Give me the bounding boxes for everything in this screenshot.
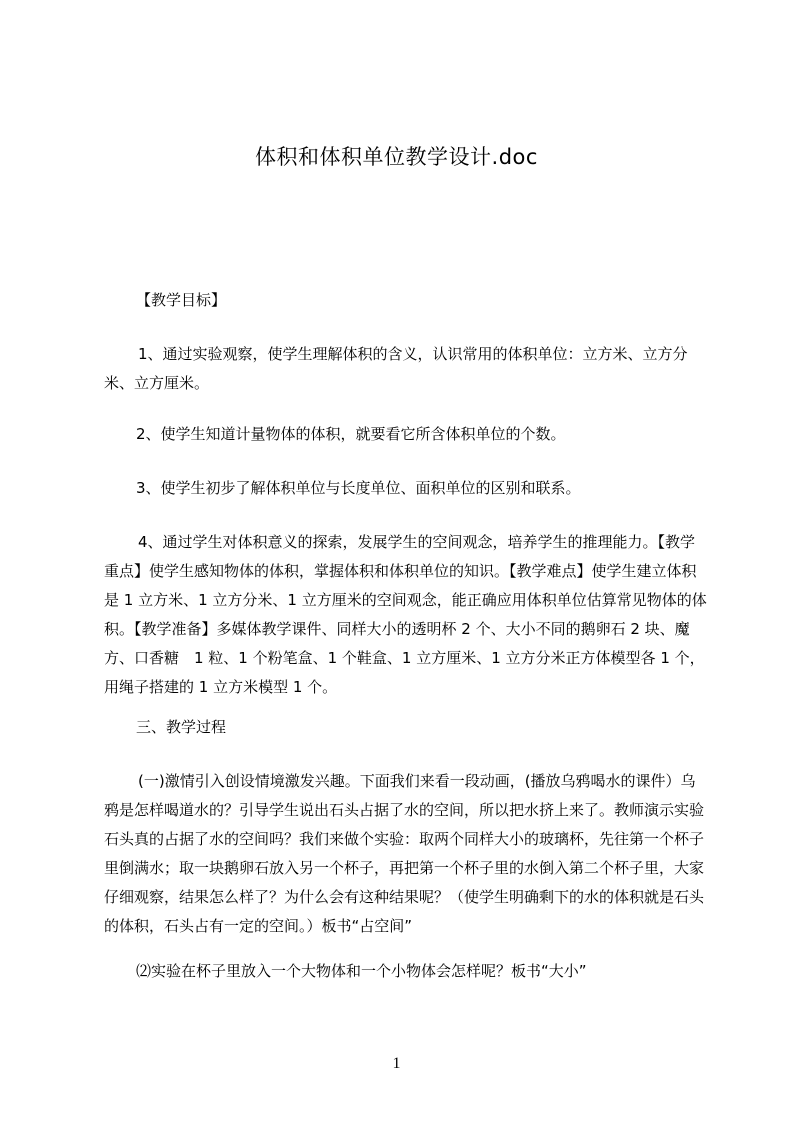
goal-4-and-teaching-notes-block: 4、通过学生对体积意义的探索，发展学生的空间观念，培养学生的推理能力。【教学重点】使学生感知物体的体积，掌握体积和体积单位的知识。【教学难点】使学生建立体积是 1 立方米、1 立方分米、1 立方厘米的空间观念，能正确应用体积单位估算常见物体的体积。【教学准备】多媒体教学课件、同样大小的透明杯 2 个、大小不同的鹅卵石 2 块、魔方、口香糖 1 粒、1 个粉笔盒、1 个鞋盒、1 立方厘米、1 立方分米正方体模型各 1 个，用绳子搭建的 1 立方米模型 1 个。 <box>104 533 707 696</box>
goal-2-paragraph: 2、使学生知道计量物体的体积，就要看它所含体积单位的个数。 <box>136 425 566 443</box>
goal-1-paragraph: 1、通过实验观察，使学生理解体积的含义，认识常用的体积单位：立方米、立方分米、立方厘米。 <box>104 345 688 392</box>
process-step-2-paragraph: ⑵实验在杯子里放入一个大物体和一个小物体会怎样呢？板书“大小” <box>136 962 587 980</box>
process-step-1-paragraph: (一)激情引入创设情境激发兴趣。下面我们来看一段动画，(播放乌鸦喝水的课件）乌鸦是怎样喝道水的？引导学生说出石头占据了水的空间，所以把水挤上来了。教师演示实验石头真的占据了水的空间吗？我们来做个实验：取两个同样大小的玻璃杯，先往第一个杯子里倒满水；取一块鹅卵石放入另一个杯子，再把第一个杯子里的水倒入第二个杯子里，大家仔细观察，结果怎么样了？为什么会有这种结果呢？（使学生明确剩下的水的体积就是石头的体积，石头占有一定的空间。）板书“占空间” <box>104 772 705 935</box>
goal-3-paragraph: 3、使学生初步了解体积单位与长度单位、面积单位的区别和联系。 <box>136 479 581 497</box>
page-number: 1 <box>392 1055 401 1072</box>
document-title: 体积和体积单位教学设计.doc <box>255 145 538 169</box>
heading-teaching-goals: 【教学目标】 <box>136 291 227 309</box>
heading-teaching-process: 三、教学过程 <box>136 718 227 736</box>
